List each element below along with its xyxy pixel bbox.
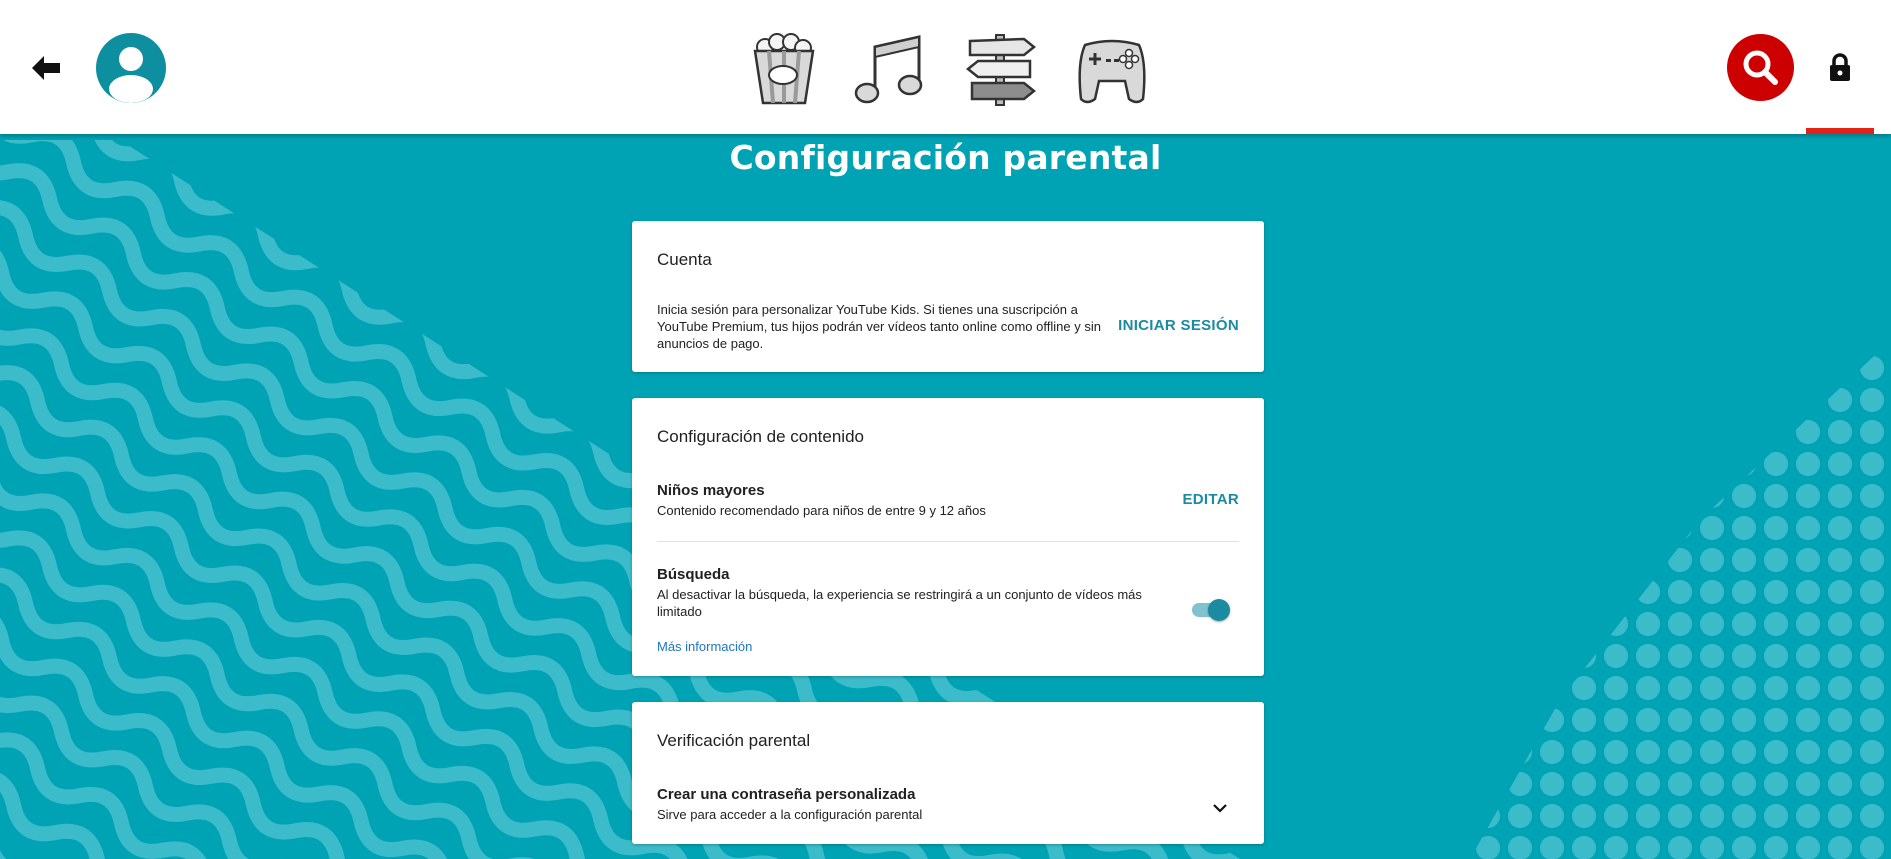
verification-card-title: Verificación parental xyxy=(657,731,811,750)
parental-lock-button[interactable] xyxy=(1827,52,1853,84)
music-note-icon xyxy=(853,33,927,107)
account-description: Inicia sesión para personalizar YouTube Kids. Si tienes una suscripción a YouTube Premium, tus hijos podrán ver vídeos tanto online como offline y sin anuncios de pago. xyxy=(657,302,1101,351)
content-settings-card xyxy=(632,398,1264,676)
search-setting-title: Búsqueda xyxy=(657,566,730,583)
category-explore-button[interactable] xyxy=(964,33,1038,107)
profile-avatar-button[interactable] xyxy=(96,33,166,103)
signpost-icon xyxy=(964,33,1038,107)
search-button[interactable] xyxy=(1727,34,1794,101)
more-info-link[interactable]: Más información xyxy=(657,639,753,654)
toggle-thumb xyxy=(1208,599,1230,621)
account-card-title: Cuenta xyxy=(657,250,712,269)
back-button[interactable] xyxy=(26,48,66,88)
sign-in-button[interactable]: INICIAR SESIÓN xyxy=(1118,317,1239,334)
active-tab-indicator xyxy=(1806,128,1874,134)
gamepad-icon xyxy=(1075,33,1149,107)
page-title: Configuración parental xyxy=(729,138,1162,177)
search-toggle[interactable] xyxy=(1190,599,1230,621)
popcorn-icon xyxy=(747,33,821,107)
top-bar xyxy=(0,0,1891,134)
expand-passcode-button[interactable] xyxy=(1208,796,1232,820)
parental-verification-card xyxy=(632,702,1264,844)
divider xyxy=(657,541,1239,542)
chevron-down-icon xyxy=(1208,796,1232,820)
passcode-title: Crear una contraseña personalizada xyxy=(657,786,916,803)
profile-avatar-icon xyxy=(96,33,166,103)
passcode-description: Sirve para acceder a la configuración parental xyxy=(657,807,923,822)
back-arrow-icon xyxy=(26,48,66,88)
lock-icon xyxy=(1827,52,1853,84)
edit-content-level-button[interactable]: EDITAR xyxy=(1182,491,1239,508)
content-card-title: Configuración de contenido xyxy=(657,427,864,446)
content-level-description: Contenido recomendado para niños de entre 9 y 12 años xyxy=(657,503,986,518)
category-shows-button[interactable] xyxy=(747,33,821,107)
search-icon xyxy=(1727,34,1794,101)
account-card xyxy=(632,221,1264,372)
category-music-button[interactable] xyxy=(853,33,927,107)
category-games-button[interactable] xyxy=(1075,33,1149,107)
content-level-title: Niños mayores xyxy=(657,482,765,499)
search-setting-description: Al desactivar la búsqueda, la experiencia se restringirá a un conjunto de vídeos más limitado xyxy=(657,587,1142,619)
